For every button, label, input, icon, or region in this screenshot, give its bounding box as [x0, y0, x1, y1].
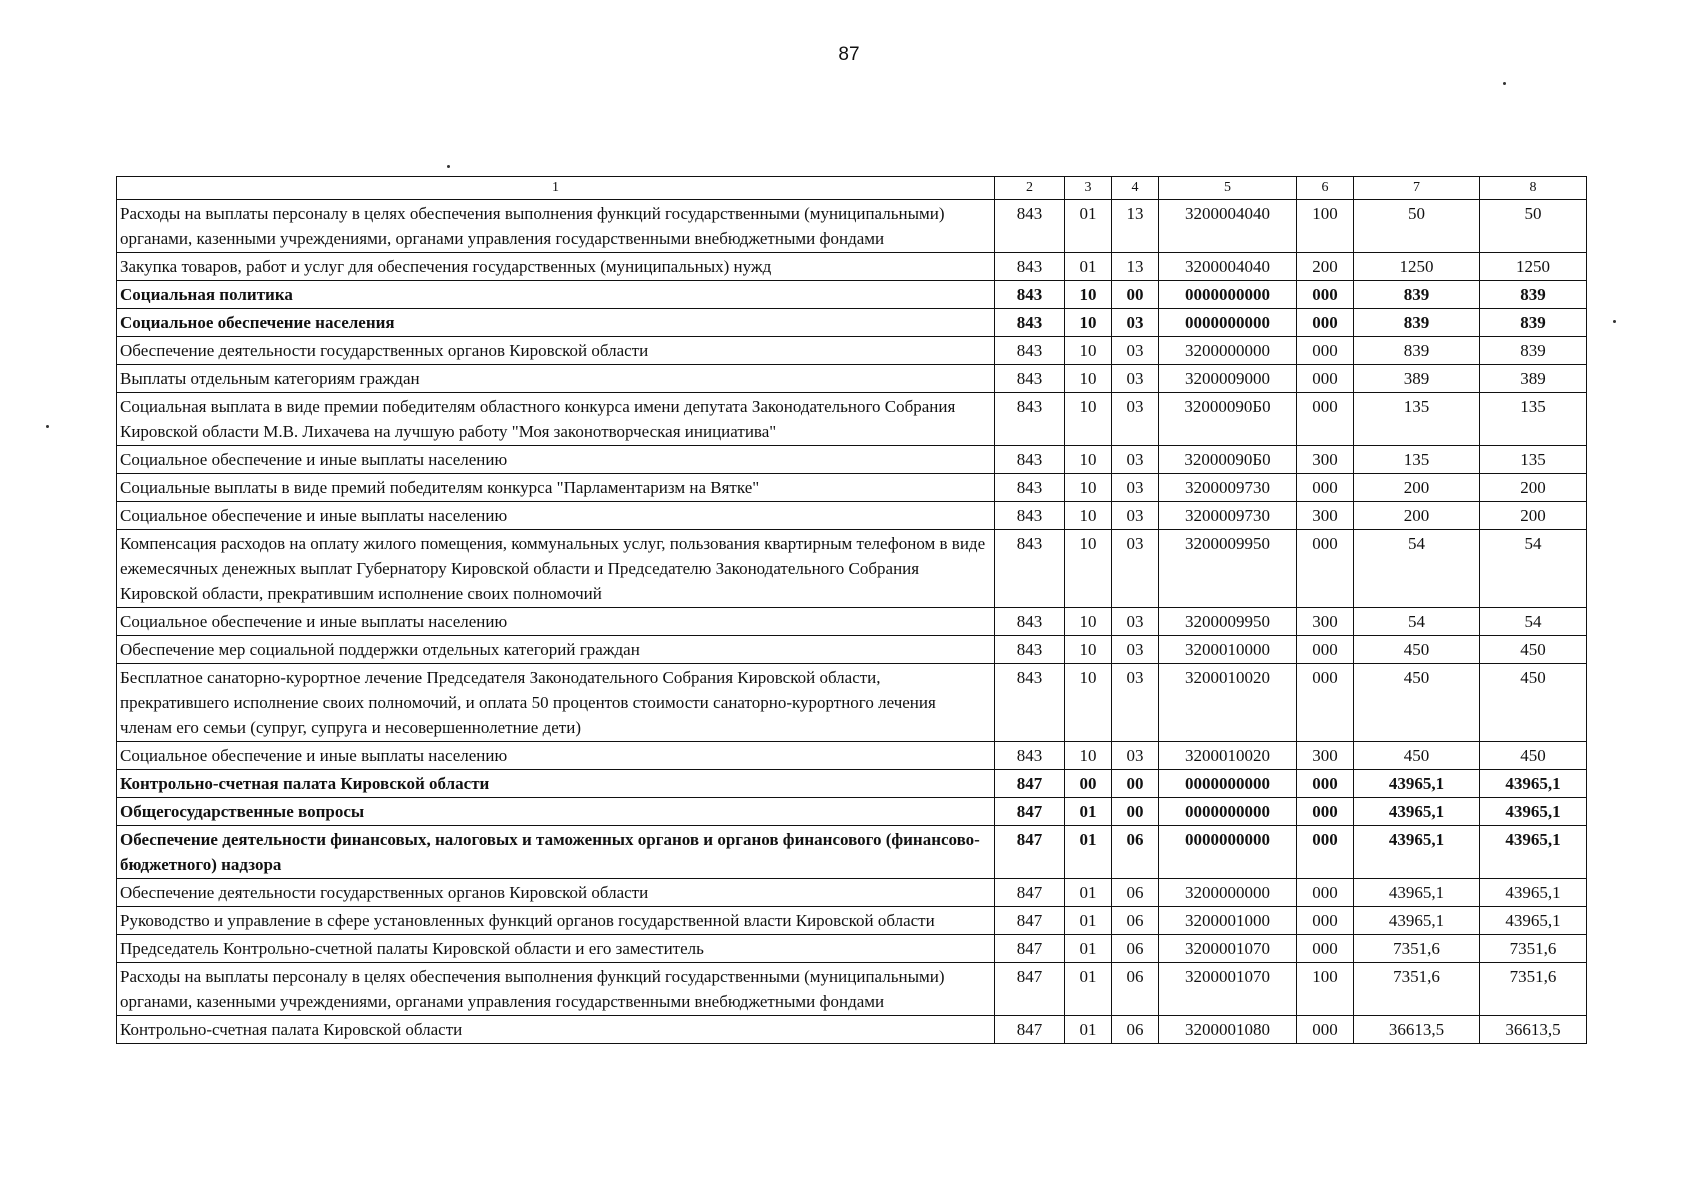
code-cell-4: 00: [1112, 281, 1159, 309]
table-row: [117, 879, 1587, 907]
code-cell-3: 10: [1065, 742, 1112, 770]
table-row: [117, 530, 1587, 608]
code-cell-8: 450: [1480, 664, 1587, 742]
row-name-cell: Компенсация расходов на оплату жилого помещения, коммунальных услуг, пользования квартирным телефоном в виде ежемесячных денежных выплат Губернатору Кировской области и Председателю Законодательного Собрания Кировской области, прекратившим исполнение своих полномочий: [117, 530, 995, 608]
table-row: [117, 365, 1587, 393]
row-name-cell: Социальное обеспечение и иные выплаты населению: [117, 742, 995, 770]
table-row: [117, 798, 1587, 826]
code-cell-3: 10: [1065, 309, 1112, 337]
row-name-cell: Закупка товаров, работ и услуг для обеспечения государственных (муниципальных) нужд: [117, 253, 995, 281]
code-cell-7: 43965,1: [1354, 907, 1480, 935]
table-row: [117, 281, 1587, 309]
code-cell-8: 200: [1480, 502, 1587, 530]
code-cell-7: 7351,6: [1354, 935, 1480, 963]
code-cell-3: 10: [1065, 502, 1112, 530]
row-name-cell: Общегосударственные вопросы: [117, 798, 995, 826]
code-cell-6: 000: [1297, 393, 1354, 446]
code-cell-2: 843: [995, 608, 1065, 636]
code-cell-6: 000: [1297, 530, 1354, 608]
code-cell-3: 10: [1065, 446, 1112, 474]
code-cell-5: 3200001000: [1159, 907, 1297, 935]
code-cell-2: 847: [995, 770, 1065, 798]
code-cell-7: 43965,1: [1354, 826, 1480, 879]
code-cell-6: 000: [1297, 935, 1354, 963]
code-cell-8: 839: [1480, 309, 1587, 337]
code-cell-5: 3200009730: [1159, 502, 1297, 530]
code-cell-3: 01: [1065, 798, 1112, 826]
row-name-cell: Обеспечение мер социальной поддержки отдельных категорий граждан: [117, 636, 995, 664]
row-name-cell: Обеспечение деятельности финансовых, налоговых и таможенных органов и органов финансового (финансово-бюджетного) надзора: [117, 826, 995, 879]
code-cell-8: 1250: [1480, 253, 1587, 281]
code-cell-8: 450: [1480, 742, 1587, 770]
code-cell-8: 7351,6: [1480, 963, 1587, 1016]
row-name-cell: Контрольно-счетная палата Кировской области: [117, 1016, 995, 1044]
row-name-cell: Председатель Контрольно-счетной палаты Кировской области и его заместитель: [117, 935, 995, 963]
row-name-cell: Контрольно-счетная палата Кировской области: [117, 770, 995, 798]
code-cell-6: 000: [1297, 474, 1354, 502]
code-cell-7: 43965,1: [1354, 798, 1480, 826]
code-cell-8: 200: [1480, 474, 1587, 502]
code-cell-2: 843: [995, 393, 1065, 446]
budget-table: [116, 176, 1587, 1044]
code-cell-5: 3200009730: [1159, 474, 1297, 502]
table-row: [117, 502, 1587, 530]
code-cell-5: 3200000000: [1159, 337, 1297, 365]
code-cell-8: 50: [1480, 200, 1587, 253]
code-cell-3: 01: [1065, 1016, 1112, 1044]
code-cell-8: 389: [1480, 365, 1587, 393]
code-cell-3: 01: [1065, 253, 1112, 281]
code-cell-6: 300: [1297, 608, 1354, 636]
code-cell-5: 3200001080: [1159, 1016, 1297, 1044]
code-cell-7: 839: [1354, 337, 1480, 365]
code-cell-2: 843: [995, 664, 1065, 742]
row-name-cell: Социальные выплаты в виде премий победителям конкурса "Парламентаризм на Вятке": [117, 474, 995, 502]
table-row: [117, 474, 1587, 502]
code-cell-2: 843: [995, 474, 1065, 502]
code-cell-7: 450: [1354, 664, 1480, 742]
code-cell-3: 00: [1065, 770, 1112, 798]
code-cell-4: 03: [1112, 446, 1159, 474]
code-cell-4: 13: [1112, 253, 1159, 281]
code-cell-5: 0000000000: [1159, 281, 1297, 309]
code-cell-8: 43965,1: [1480, 826, 1587, 879]
code-cell-8: 43965,1: [1480, 879, 1587, 907]
row-name-cell: Социальное обеспечение и иные выплаты населению: [117, 502, 995, 530]
code-cell-2: 847: [995, 879, 1065, 907]
code-cell-4: 03: [1112, 393, 1159, 446]
code-cell-3: 01: [1065, 879, 1112, 907]
code-cell-5: 32000090Б0: [1159, 446, 1297, 474]
code-cell-2: 843: [995, 337, 1065, 365]
code-cell-4: 03: [1112, 742, 1159, 770]
code-cell-3: 10: [1065, 636, 1112, 664]
code-cell-4: 00: [1112, 798, 1159, 826]
table-body: [117, 200, 1587, 1044]
code-cell-7: 135: [1354, 393, 1480, 446]
code-cell-8: 54: [1480, 608, 1587, 636]
code-cell-5: 3200010020: [1159, 742, 1297, 770]
code-cell-4: 03: [1112, 365, 1159, 393]
code-cell-5: 3200001070: [1159, 935, 1297, 963]
table-row: [117, 253, 1587, 281]
code-cell-2: 843: [995, 309, 1065, 337]
code-cell-4: 13: [1112, 200, 1159, 253]
row-name-cell: Обеспечение деятельности государственных органов Кировской области: [117, 879, 995, 907]
code-cell-6: 000: [1297, 365, 1354, 393]
code-cell-7: 450: [1354, 742, 1480, 770]
code-cell-2: 843: [995, 253, 1065, 281]
code-cell-6: 300: [1297, 742, 1354, 770]
row-name-cell: Руководство и управление в сфере установленных функций органов государственной власти Кировской области: [117, 907, 995, 935]
code-cell-7: 50: [1354, 200, 1480, 253]
code-cell-3: 10: [1065, 365, 1112, 393]
code-cell-8: 839: [1480, 281, 1587, 309]
code-cell-3: 10: [1065, 337, 1112, 365]
code-cell-8: 135: [1480, 393, 1587, 446]
row-name-cell: Обеспечение деятельности государственных органов Кировской области: [117, 337, 995, 365]
code-cell-3: 10: [1065, 393, 1112, 446]
code-cell-4: 06: [1112, 1016, 1159, 1044]
code-cell-4: 03: [1112, 502, 1159, 530]
scan-speck: [447, 165, 450, 168]
row-name-cell: Социальное обеспечение населения: [117, 309, 995, 337]
row-name-cell: Бесплатное санаторно-курортное лечение Председателя Законодательного Собрания Кировской области, прекратившего исполнение своих полномочий, и оплата 50 процентов стоимости санаторно-курортного лечения членам его семьи (супруг, супруга и несовершеннолетние дети): [117, 664, 995, 742]
code-cell-8: 43965,1: [1480, 907, 1587, 935]
code-cell-6: 000: [1297, 337, 1354, 365]
code-cell-7: 135: [1354, 446, 1480, 474]
code-cell-4: 06: [1112, 935, 1159, 963]
code-cell-6: 000: [1297, 907, 1354, 935]
code-cell-2: 847: [995, 907, 1065, 935]
code-cell-2: 843: [995, 742, 1065, 770]
column-header: 6: [1297, 177, 1354, 200]
code-cell-5: 3200004040: [1159, 200, 1297, 253]
code-cell-5: 3200000000: [1159, 879, 1297, 907]
column-header: 1: [117, 177, 995, 200]
code-cell-4: 03: [1112, 608, 1159, 636]
code-cell-3: 01: [1065, 200, 1112, 253]
code-cell-7: 54: [1354, 608, 1480, 636]
table-row: [117, 608, 1587, 636]
code-cell-7: 1250: [1354, 253, 1480, 281]
code-cell-8: 450: [1480, 636, 1587, 664]
table-row: [117, 393, 1587, 446]
code-cell-8: 54: [1480, 530, 1587, 608]
table-row: [117, 664, 1587, 742]
code-cell-6: 000: [1297, 770, 1354, 798]
code-cell-4: 00: [1112, 770, 1159, 798]
code-cell-4: 03: [1112, 309, 1159, 337]
code-cell-3: 01: [1065, 935, 1112, 963]
table-row: [117, 1016, 1587, 1044]
code-cell-2: 847: [995, 935, 1065, 963]
code-cell-2: 843: [995, 200, 1065, 253]
code-cell-3: 10: [1065, 608, 1112, 636]
code-cell-8: 36613,5: [1480, 1016, 1587, 1044]
code-cell-8: 43965,1: [1480, 770, 1587, 798]
code-cell-5: 0000000000: [1159, 798, 1297, 826]
scan-speck: [46, 425, 49, 428]
code-cell-4: 03: [1112, 337, 1159, 365]
row-name-cell: Социальная выплата в виде премии победителям областного конкурса имени депутата Законодательного Собрания Кировской области М.В. Лихачева на лучшую работу "Моя законотворческая инициатива": [117, 393, 995, 446]
scan-speck: [1613, 320, 1616, 323]
code-cell-6: 000: [1297, 826, 1354, 879]
code-cell-6: 000: [1297, 798, 1354, 826]
column-header: 4: [1112, 177, 1159, 200]
scan-speck: [1503, 82, 1506, 85]
code-cell-8: 135: [1480, 446, 1587, 474]
code-cell-6: 000: [1297, 664, 1354, 742]
code-cell-7: 389: [1354, 365, 1480, 393]
code-cell-3: 10: [1065, 474, 1112, 502]
code-cell-5: 3200009950: [1159, 608, 1297, 636]
table-header-row: [117, 177, 1587, 200]
code-cell-4: 06: [1112, 879, 1159, 907]
table-row: [117, 963, 1587, 1016]
code-cell-2: 847: [995, 798, 1065, 826]
code-cell-6: 000: [1297, 636, 1354, 664]
code-cell-8: 839: [1480, 337, 1587, 365]
code-cell-2: 847: [995, 1016, 1065, 1044]
code-cell-7: 7351,6: [1354, 963, 1480, 1016]
row-name-cell: Социальная политика: [117, 281, 995, 309]
code-cell-5: 0000000000: [1159, 309, 1297, 337]
code-cell-7: 200: [1354, 474, 1480, 502]
column-header: 3: [1065, 177, 1112, 200]
code-cell-5: 3200004040: [1159, 253, 1297, 281]
code-cell-5: 0000000000: [1159, 826, 1297, 879]
row-name-cell: Выплаты отдельным категориям граждан: [117, 365, 995, 393]
code-cell-5: 3200010000: [1159, 636, 1297, 664]
code-cell-6: 000: [1297, 281, 1354, 309]
code-cell-3: 01: [1065, 826, 1112, 879]
table-row: [117, 309, 1587, 337]
table-row: [117, 907, 1587, 935]
code-cell-2: 843: [995, 502, 1065, 530]
code-cell-7: 450: [1354, 636, 1480, 664]
table-row: [117, 636, 1587, 664]
row-name-cell: Расходы на выплаты персоналу в целях обеспечения выполнения функций государственными (муниципальными) органами, казенными учреждениями, органами управления государственными внебюджетными фондами: [117, 200, 995, 253]
column-header: 5: [1159, 177, 1297, 200]
code-cell-7: 54: [1354, 530, 1480, 608]
code-cell-4: 03: [1112, 474, 1159, 502]
code-cell-3: 01: [1065, 963, 1112, 1016]
table-row: [117, 742, 1587, 770]
code-cell-5: 0000000000: [1159, 770, 1297, 798]
table-row: [117, 200, 1587, 253]
code-cell-4: 06: [1112, 907, 1159, 935]
table-row: [117, 770, 1587, 798]
code-cell-6: 300: [1297, 502, 1354, 530]
code-cell-6: 100: [1297, 963, 1354, 1016]
code-cell-2: 843: [995, 636, 1065, 664]
code-cell-4: 03: [1112, 636, 1159, 664]
code-cell-7: 36613,5: [1354, 1016, 1480, 1044]
code-cell-2: 847: [995, 826, 1065, 879]
code-cell-6: 000: [1297, 879, 1354, 907]
code-cell-7: 839: [1354, 309, 1480, 337]
code-cell-5: 3200001070: [1159, 963, 1297, 1016]
code-cell-2: 843: [995, 281, 1065, 309]
code-cell-5: 3200009950: [1159, 530, 1297, 608]
code-cell-6: 100: [1297, 200, 1354, 253]
column-header: 7: [1354, 177, 1480, 200]
column-header: 8: [1480, 177, 1587, 200]
code-cell-2: 843: [995, 530, 1065, 608]
code-cell-2: 843: [995, 365, 1065, 393]
code-cell-3: 01: [1065, 907, 1112, 935]
page-number: 87: [838, 44, 860, 65]
row-name-cell: Расходы на выплаты персоналу в целях обеспечения выполнения функций государственными (муниципальными) органами, казенными учреждениями, органами управления государственными внебюджетными фондами: [117, 963, 995, 1016]
row-name-cell: Социальное обеспечение и иные выплаты населению: [117, 608, 995, 636]
code-cell-3: 10: [1065, 281, 1112, 309]
table-row: [117, 935, 1587, 963]
row-name-cell: Социальное обеспечение и иные выплаты населению: [117, 446, 995, 474]
code-cell-7: 200: [1354, 502, 1480, 530]
code-cell-2: 843: [995, 446, 1065, 474]
code-cell-6: 300: [1297, 446, 1354, 474]
code-cell-8: 43965,1: [1480, 798, 1587, 826]
code-cell-7: 43965,1: [1354, 770, 1480, 798]
code-cell-2: 847: [995, 963, 1065, 1016]
code-cell-6: 000: [1297, 1016, 1354, 1044]
code-cell-7: 43965,1: [1354, 879, 1480, 907]
column-header: 2: [995, 177, 1065, 200]
code-cell-4: 03: [1112, 664, 1159, 742]
table-row: [117, 337, 1587, 365]
code-cell-4: 03: [1112, 530, 1159, 608]
code-cell-7: 839: [1354, 281, 1480, 309]
code-cell-6: 200: [1297, 253, 1354, 281]
table-row: [117, 446, 1587, 474]
code-cell-5: 3200009000: [1159, 365, 1297, 393]
code-cell-3: 10: [1065, 664, 1112, 742]
code-cell-8: 7351,6: [1480, 935, 1587, 963]
code-cell-3: 10: [1065, 530, 1112, 608]
table-row: [117, 826, 1587, 879]
code-cell-4: 06: [1112, 826, 1159, 879]
code-cell-5: 3200010020: [1159, 664, 1297, 742]
code-cell-6: 000: [1297, 309, 1354, 337]
code-cell-5: 32000090Б0: [1159, 393, 1297, 446]
code-cell-4: 06: [1112, 963, 1159, 1016]
